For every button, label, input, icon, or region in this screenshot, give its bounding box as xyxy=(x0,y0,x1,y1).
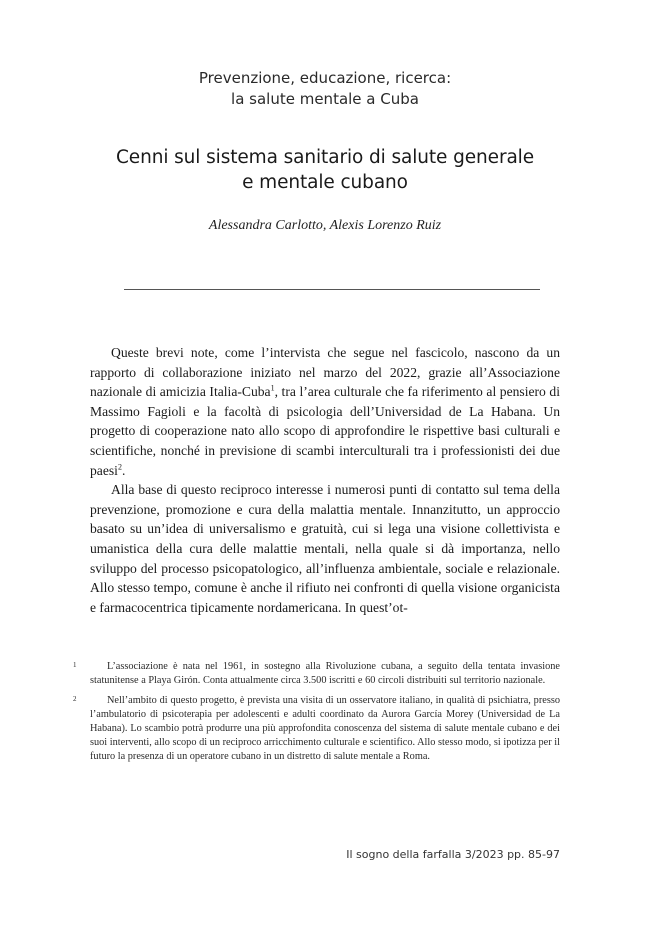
footnote-1-number: 1 xyxy=(73,661,77,669)
journal-citation: Il sogno della farfalla 3/2023 pp. 85-97 xyxy=(346,848,560,861)
article-title-line-2: e mentale cubano xyxy=(242,172,408,193)
footnote-1-text: L’associazione è nata nel 1961, in sostegno alla Rivoluzione cubana, a seguito della tentata invasione statunitense a Playa Girón. Conta attualmente circa 3.500 iscritti e 60 circoli distribuiti sul territorio nazionale. xyxy=(90,661,560,686)
body-paragraph-2: Alla base di questo reciproco interesse i numerosi punti di contatto sul tema della prevenzione, promozione e cura della malattia mentale. Innanzitutto, un approccio basato su un’idea di universalismo e gratuità, cui si lega una visione collettivista e umanistica della cura delle malattie mentali, nella quale si dà importanza, nello sviluppo del processo psicopatologico, all’influenza ambientale, sociale e relazionale. Allo stesso tempo, comune è anche il rifiuto nei confronti di quella visione organicista e farmacocentrica tipicamente nordamericana. In quest’ot- xyxy=(90,482,560,615)
section-heading-line-1: Prevenzione, educazione, ricerca: xyxy=(198,69,452,87)
body-paragraph-1 xyxy=(90,343,560,480)
article-body xyxy=(90,343,560,617)
footnote-2-text: Nell’ambito di questo progetto, è prevista una visita di un osservatore italiano, in qualità di psichiatra, presso l’ambulatorio di psicoterapia per adolescenti e adulti coordinato da Aurora García Morey (Universidad de La Habana). Lo scambio potrà produrre una più approfondita conoscenza del sistema di salute mentale cubano e dei suoi interventi, allo scopo di un reciproco arricchimento culturale e scientifico. Allo stesso modo, si ipotizza per il futuro la presenza di un operatore cubano in un distretto di salute mentale a Roma. xyxy=(90,695,560,762)
footnote-2-number: 2 xyxy=(73,695,77,703)
section-heading-line-2: la salute mentale a Cuba xyxy=(231,90,419,108)
article-title xyxy=(0,145,650,195)
paragraph-1-text-a: Queste brevi note, come l’intervista che segue nel fascicolo, nascono da un rapporto di collaborazione iniziato nel marzo del 2022, grazie all’Associazione nazionale di amicizia Italia-Cuba xyxy=(90,345,560,400)
paragraph-1-text-b: , tra l’area culturale che fa riferimento al pensiero di Massimo Fagioli e la facoltà di psicologia dell’Universidad de La Habana. Un progetto di cooperazione nato allo scopo di approfondire le rispettive basi culturali e scientifiche, nonché in previsione di scambi interculturali tra i professionisti dei due paesi xyxy=(90,384,561,478)
footnote-ref-1[interactable]: 1 xyxy=(270,383,275,393)
footnote-1 xyxy=(73,660,560,688)
footnote-2 xyxy=(73,694,560,764)
section-heading xyxy=(0,68,650,110)
paragraph-1-text-c: . xyxy=(121,462,126,478)
footnotes xyxy=(73,660,560,770)
article-title-line-1: Cenni sul sistema sanitario di salute generale xyxy=(115,147,535,168)
title-divider xyxy=(124,289,540,290)
article-authors: Alessandra Carlotto, Alexis Lorenzo Ruiz xyxy=(208,218,442,233)
footnote-ref-2[interactable]: 2 xyxy=(117,462,122,472)
